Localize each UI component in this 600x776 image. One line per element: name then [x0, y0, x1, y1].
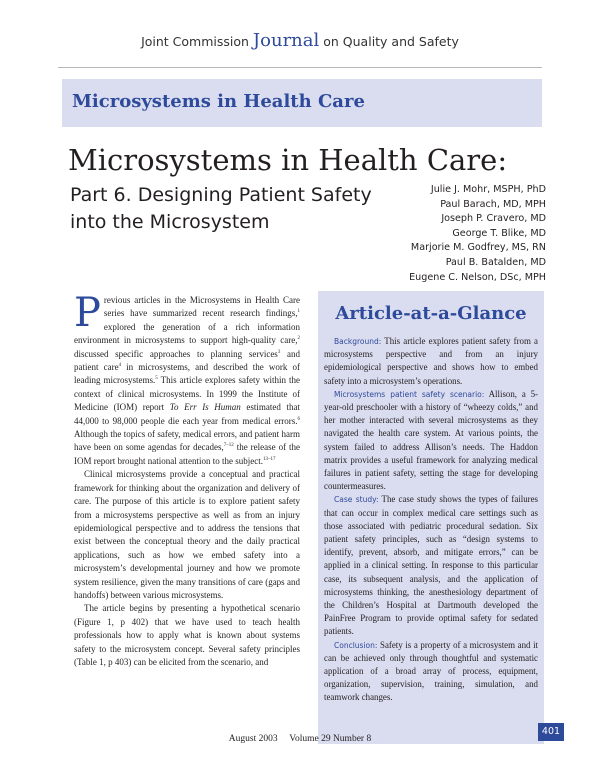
journal-header: [0, 30, 600, 51]
glance-label: Microsystems patient safety scenario:: [334, 389, 485, 399]
glance-conclusion: Conclusion: Safety is a property of a microsystem and it can be achieved only through thoughtful and systematic application of a broad array of process, equipment, organization, supervision, training, simulation, and teamwork changes.: [324, 639, 538, 703]
issue-footer: August 2003 Volume 29 Number 8: [228, 734, 372, 744]
journal-name-main: Journal: [252, 30, 320, 51]
journal-name-pre: Joint Commission: [141, 34, 249, 49]
author: Eugene C. Nelson, DSc, MPH: [409, 271, 546, 283]
article-title: Microsystems in Health Care:: [68, 143, 508, 177]
glance-title: Article-at-a-Glance: [335, 303, 527, 324]
section-title: Microsystems in Health Care: [72, 91, 365, 112]
section-banner: [62, 79, 542, 127]
article-subtitle: Part 6. Designing Patient Safety into the Microsystem: [70, 184, 372, 233]
glance-label: Background:: [334, 337, 382, 346]
author-list: [286, 183, 546, 285]
author: Paul B. Batalden, MD: [445, 256, 546, 268]
body-paragraph: Previous articles in the Microsystems in Health Care series have summarized recent research findings,$^1$ explored the generation of a rich information environment in microsystems to support high-quality care,$^2$ discussed specific approaches to planning services$^3$ and patient care$^4$ in microsystems, and described the work of leading microsystems.$^5$ This article explores safety within the context of clinical microsystems. In 1999 the Institute of Medicine (IOM) report To Err Is Human estimated that 44,000 to 98,000 people die each year from medical errors.$^6$ Although the topics of safety, medical errors, and patient harm have been on some agendas for decades,$^{7-12}$ the release of the IOM report brought national attention to the subject.$^{13-17}$: [74, 290, 301, 466]
drop-cap: P: [74, 290, 101, 336]
page-number: 401: [538, 723, 564, 741]
header-divider: [58, 67, 542, 68]
glance-scenario: Microsystems patient safety scenario: Allison, a 5-year-old preschooler with a history of “wheezy colds,” and her mother interacted with several microsystems as they navigated the health care system. At various points, the system failed to address Allison’s needs. The Haddon matrix provides a useful framework for analyzing medical failures in patient safety, setting the stage for developing countermeasures.: [324, 388, 539, 492]
body-paragraph: Clinical microsystems provide a conceptual and practical framework for thinking about the organization and delivery of care. The purpose of this article is to explore patient safety from a microsystems perspective as well as from an injury epidemiological perspective and to address the tensions that exist between the conceptual theory and the daily practical applications, such as how we embed safety into a microsystem’s developmental journey and how we promote system resilience, given the many transitions of care (gaps and handoffs) between various microsystems.: [74, 469, 300, 600]
glance-background: Background: This article explores patient safety from a microsystems perspective and from an injury epidemiological perspective and shows how to embed safety into a microsystem’s operations.: [324, 336, 538, 386]
glance-label: Case study:: [334, 495, 379, 505]
glance-case-study: Case study: The case study shows the types of failures that can occur in complex medical care settings such as those associated with pediatric procedural sedation. Six patient safety principles, such as “design systems to identify, prevent, absorb, and mitigate errors,” can be applied in a clinical setting. In response to this particular case, its subsequent analysis, and the application of microsystems thinking, the anesthesiology department of the Children’s Hospital at Dartmouth developed the PainFree Program to provide optimal safety for sedated patients.: [324, 494, 538, 637]
journal-name-post: on Quality and Safety: [323, 34, 459, 49]
author: Joseph P. Cravero, MD: [441, 213, 546, 225]
article-body: [74, 290, 301, 669]
author: Marjorie M. Godfrey, MS, RN: [410, 242, 546, 254]
glance-label: Conclusion:: [334, 640, 378, 650]
glance-body: [324, 335, 538, 705]
author: Paul Barach, MD, MPH: [440, 198, 546, 210]
body-paragraph: The article begins by presenting a hypothetical scenario (Figure 1, p 402) that we have used to teach health professionals how to apply what is known about systems safety to the microsystem concept. Several safety principles (Table 1, p 403) can be elicited from the scenario, and: [74, 603, 300, 667]
author: Julie J. Mohr, MSPH, PhD: [430, 184, 546, 195]
author: George T. Blike, MD: [452, 227, 546, 239]
